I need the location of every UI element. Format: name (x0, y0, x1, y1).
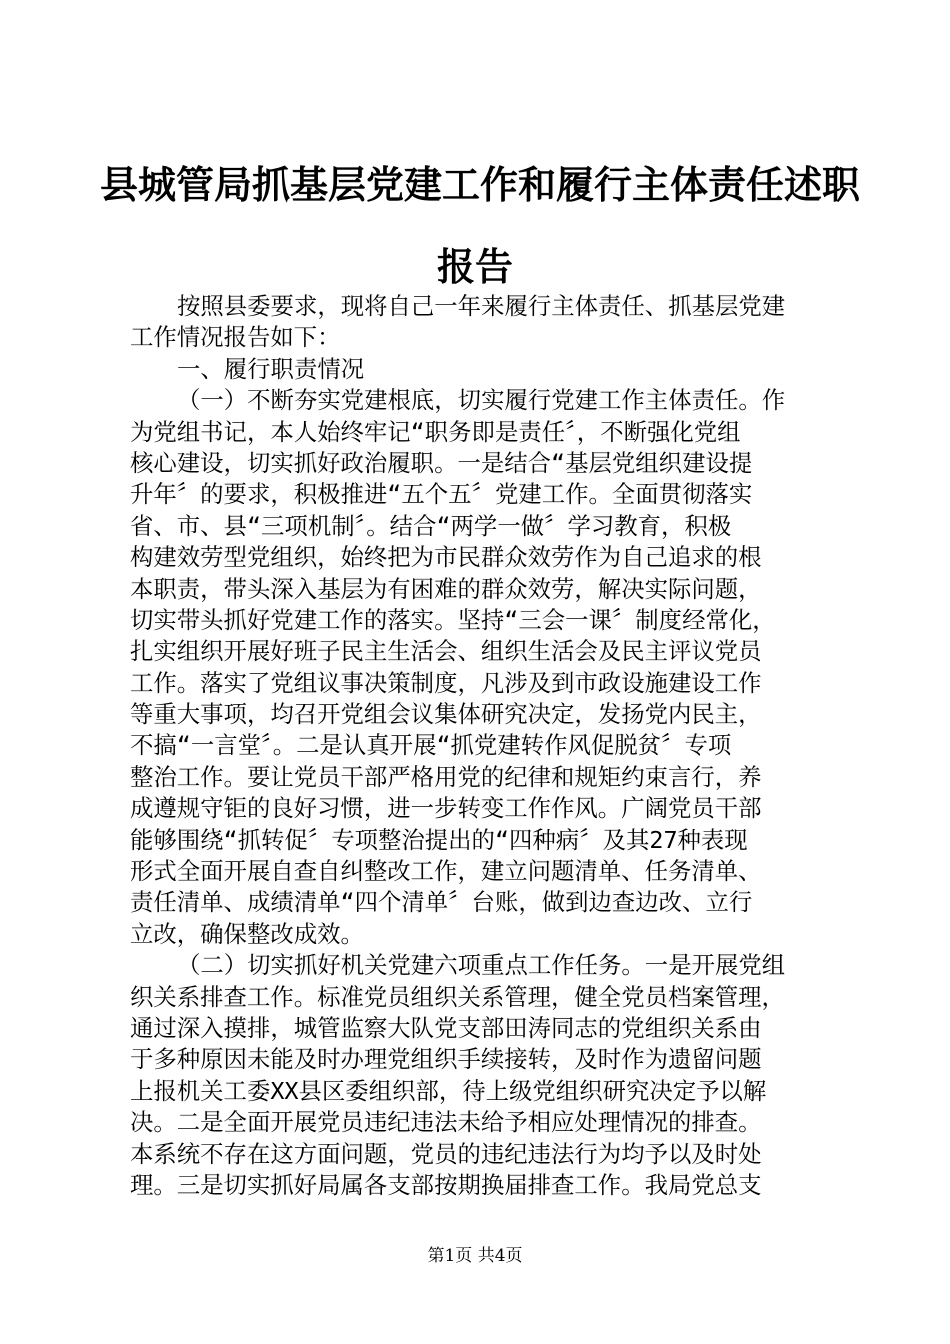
body-text-line: 理。三是切实抓好局属各支部按期换届排查工作。我局党总支 (130, 1170, 762, 1199)
body-text-line: 工作情况报告如下： (130, 323, 341, 352)
page-number-footer: 第1页 共4页 (427, 1246, 523, 1266)
body-text-line: 能够围绕“抓转促〞专项整治提出的“四种病〞及其27种表现 (130, 825, 748, 854)
body-text-line: 立改，确保整改成效。 (130, 919, 364, 948)
body-text-line: 通过深入摸排，城管监察大队党支部田涛同志的党组织关系由 (130, 1013, 762, 1042)
body-text-line: 织关系排查工作。标准党员组织关系管理，健全党员档案管理， (130, 982, 785, 1011)
body-text-line: 构建效劳型党组织，始终把为市民群众效劳作为自己追求的根 (130, 543, 762, 572)
body-text-line: 不搞“一言堂〞。二是认真开展“抓党建转作风促脱贫〞专项 (130, 731, 732, 760)
body-text-line: 形式全面开展自查自纠整改工作，建立问题清单、任务清单、 (130, 857, 762, 886)
body-text-line: 决。二是全面开展党员违纪违法未给予相应处理情况的排查。 (130, 1108, 762, 1137)
body-text-line: 本系统不存在这方面问题，党员的违纪违法行为均予以及时处 (130, 1139, 762, 1168)
body-text-line: 为党组书记，本人始终牢记“职务即是责任〞，不断强化党组 (130, 417, 741, 446)
document-title-line-1: 县城管局抓基层党建工作和履行主体责任述职 (100, 162, 861, 207)
body-text-line: 升年〞的要求，积极推进“五个五〞党建工作。全面贯彻落实 (130, 480, 753, 509)
document-title-line-2: 报告 (436, 244, 513, 289)
body-text-line: 省、市、县“三项机制〞。结合“两学一做〞学习教育，积极 (130, 511, 732, 540)
body-text-line: 于多种原因未能及时办理党组织手续接转，及时作为遗留问题 (130, 1045, 762, 1074)
document-body (130, 291, 832, 1201)
body-text-line: 切实带头抓好党建工作的落实。坚持“三会一课〞制度经常化， (130, 605, 776, 634)
body-text-line: （一）不断夯实党建根底，切实履行党建工作主体责任。作 (177, 386, 786, 415)
body-text-line: 等重大事项，均召开党组会议集体研究决定，发扬党内民主， (130, 700, 762, 729)
body-text-line: （二）切实抓好机关党建六项重点工作任务。一是开展党组 (177, 951, 786, 980)
body-text-line: 本职责，带头深入基层为有困难的群众效劳，解决实际问题， (130, 574, 762, 603)
body-text-line: 按照县委要求，现将自己一年来履行主体责任、抓基层党建 (177, 292, 786, 320)
body-text-line: 上报机关工委XX县区委组织部，待上级党组织研究决定予以解 (130, 1076, 767, 1105)
body-text-line: 责任清单、成绩清单“四个清单〞台账，做到边查边改、立行 (130, 888, 753, 917)
body-text-line: 成遵规守钜的良好习惯，进一步转变工作作风。广阔党员干部 (130, 794, 762, 823)
body-text-line: 一、履行职责情况 (177, 354, 365, 383)
body-text-line: 扎实组织开展好班子民主生活会、组织生活会及民主评议党员 (130, 637, 762, 666)
body-text-line: 整治工作。要让党员干部严格用党的纪律和规矩约束言行，养 (130, 762, 762, 791)
body-text-line: 核心建设，切实抓好政治履职。一是结合“基层党组织建设提 (130, 448, 753, 477)
body-text-line: 工作。落实了党组议事决策制度，凡涉及到市政设施建设工作 (130, 668, 762, 697)
